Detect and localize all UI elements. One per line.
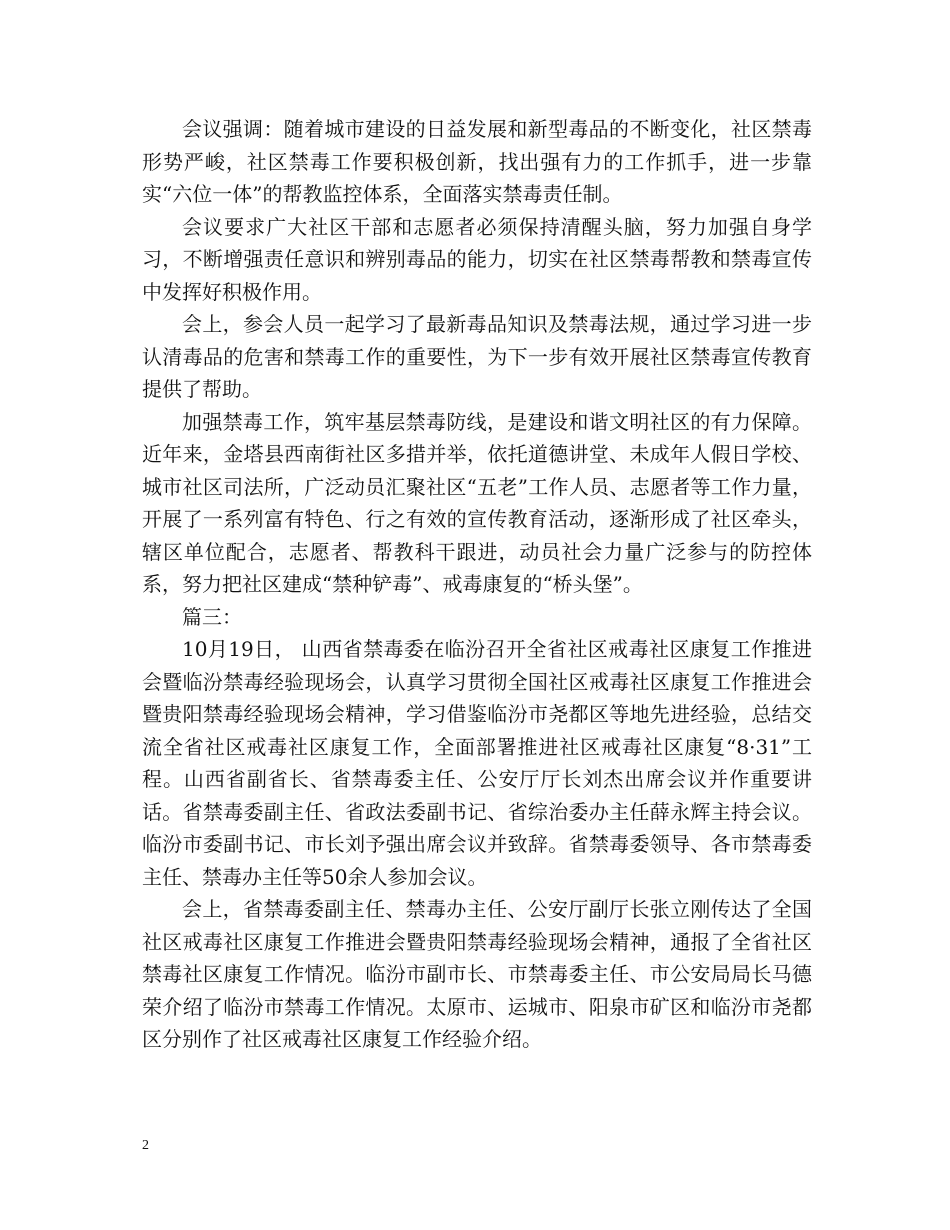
paragraph: 会上，参会人员一起学习了最新毒品知识及禁毒法规，通过学习进一步认清毒品的危害和禁毒工作的重要性，为下一步有效开展社区禁毒宣传教育提供了帮助。 <box>142 312 812 401</box>
page-number: 2 <box>142 1138 149 1153</box>
paragraph: 加强禁毒工作，筑牢基层禁毒防线，是建设和谐文明社区的有力保障。近年来，金塔县西南街社区多措并举，依托道德讲堂、未成年人假日学校、城市社区司法所，广泛动员汇聚社区“五老”工作人员、志愿者等工作力量，开展了一系列富有特色、行之有效的宣传教育活动，逐渐形成了社区牵头，辖区单位配合，志愿者、帮教科干跟进，动员社会力量广泛参与的防控体系，努力把社区建成“禁种铲毒”、戒毒康复的“桥头堡”。 <box>142 409 812 596</box>
paragraph: 会上，省禁毒委副主任、禁毒办主任、公安厅副厅长张立刚传达了全国社区戒毒社区康复工作推进会暨贵阳禁毒经验现场会精神，通报了全省社区禁毒社区康复工作情况。临汾市副市长、市禁毒委主任、市公安局局长马德荣介绍了临汾市禁毒工作情况。太原市、运城市、阳泉市矿区和临汾市尧都区分别作了社区戒毒社区康复工作经验介绍。 <box>142 897 812 1051</box>
paragraph: 会议要求广大社区干部和志愿者必须保持清醒头脑，努力加强自身学习，不断增强责任意识和辨别毒品的能力，切实在社区禁毒帮教和禁毒宣传中发挥好积极作用。 <box>142 214 812 304</box>
paragraph: 会议强调：随着城市建设的日益发展和新型毒品的不断变化，社区禁毒形势严峻，社区禁毒工作要积极创新，找出强有力的工作抓手，进一步靠实“六位一体”的帮教监控体系，全面落实禁毒责任制。 <box>142 117 812 206</box>
paragraph: 10月19日， 山西省禁毒委在临汾召开全省社区戒毒社区康复工作推进会暨临汾禁毒经验现场会，认真学习贯彻全国社区戒毒社区康复工作推进会暨贵阳禁毒经验现场会精神，学习借鉴临汾市尧都区等地先进经验，总结交流全省社区戒毒社区康复工作，全面部署推进社区戒毒社区康复“8·31”工程。山西省副省长、省禁毒委主任、公安厅厅长刘杰出席会议并作重要讲话。省禁毒委副主任、省政法委副书记、省综治委办主任薛永辉主持会议。临汾市委副书记、市长刘予强出席会议并致辞。省禁毒委领导、各市禁毒委主任、禁毒办主任等50余人参加会议。 <box>142 637 812 889</box>
document-body <box>142 113 812 1056</box>
section-heading: 篇三： <box>182 604 242 629</box>
